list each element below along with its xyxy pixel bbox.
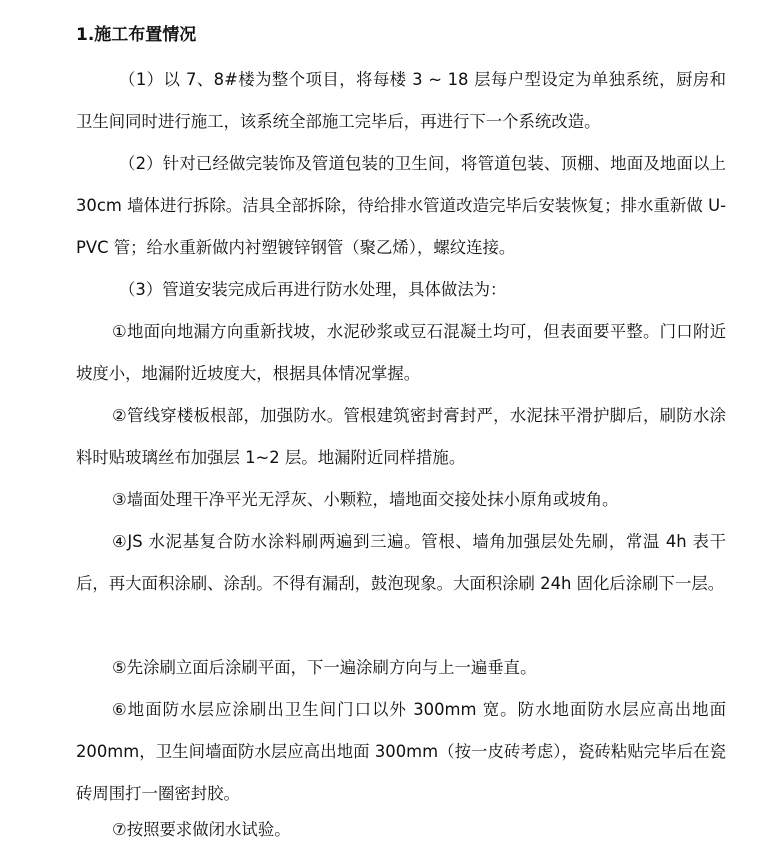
paragraph-1: （1）以 7、8#楼为整个项目，将每楼 3 ~ 18 层每户型设定为单独系统，厨房和卫生间同时进行施工，该系统全部施工完毕后，再进行下一个系统改造。 [76,70,726,131]
step-3: ③墙面处理干净平光无浮灰、小颗粒，墙地面交接处抹小原角或坡角。 [112,490,619,509]
step-4: ④JS 水泥基复合防水涂料刷两遍到三遍。管根、墙角加强层处先刷，常温 4h 表干后，再大面积涂刷、涂刮。不得有漏刮，鼓泡现象。大面积涂刷 24h 固化后涂刷下一层。 [76,532,726,593]
step-6: ⑥地面防水层应涂刷出卫生间门口以外 300mm 宽。防水地面防水层应高出地面 200mm，卫生间墙面防水层应高出地面 300mm（按一皮砖考虑），瓷砖粘贴完毕后在瓷砖周围打一圈密封胶。 [76,700,726,803]
section-heading: 1.施工布置情况 [76,25,197,45]
paragraph-2: （2）针对已经做完装饰及管道包装的卫生间，将管道包装、顶棚、地面及地面以上 30cm 墙体进行拆除。洁具全部拆除，待给排水管道改造完毕后安装恢复；排水重新做 U-PVC 管；给水重新做内衬塑镀锌钢管（聚乙烯），螺纹连接。 [76,154,726,257]
step-5: ⑤先涂刷立面后涂刷平面，下一遍涂刷方向与上一遍垂直。 [112,658,537,677]
step-2: ②管线穿楼板根部，加强防水。管根建筑密封膏封严，水泥抹平滑护脚后，刷防水涂料时贴玻璃丝布加强层 1~2 层。地漏附近同样措施。 [76,406,726,467]
step-1: ①地面向地漏方向重新找坡，水泥砂浆或豆石混凝土均可，但表面要平整。门口附近坡度小，地漏附近坡度大，根据具体情况掌握。 [76,322,726,383]
paragraph-3: （3）管道安装完成后再进行防水处理，具体做法为： [119,280,507,299]
step-7: ⑦按照要求做闭水试验。 [112,820,291,839]
